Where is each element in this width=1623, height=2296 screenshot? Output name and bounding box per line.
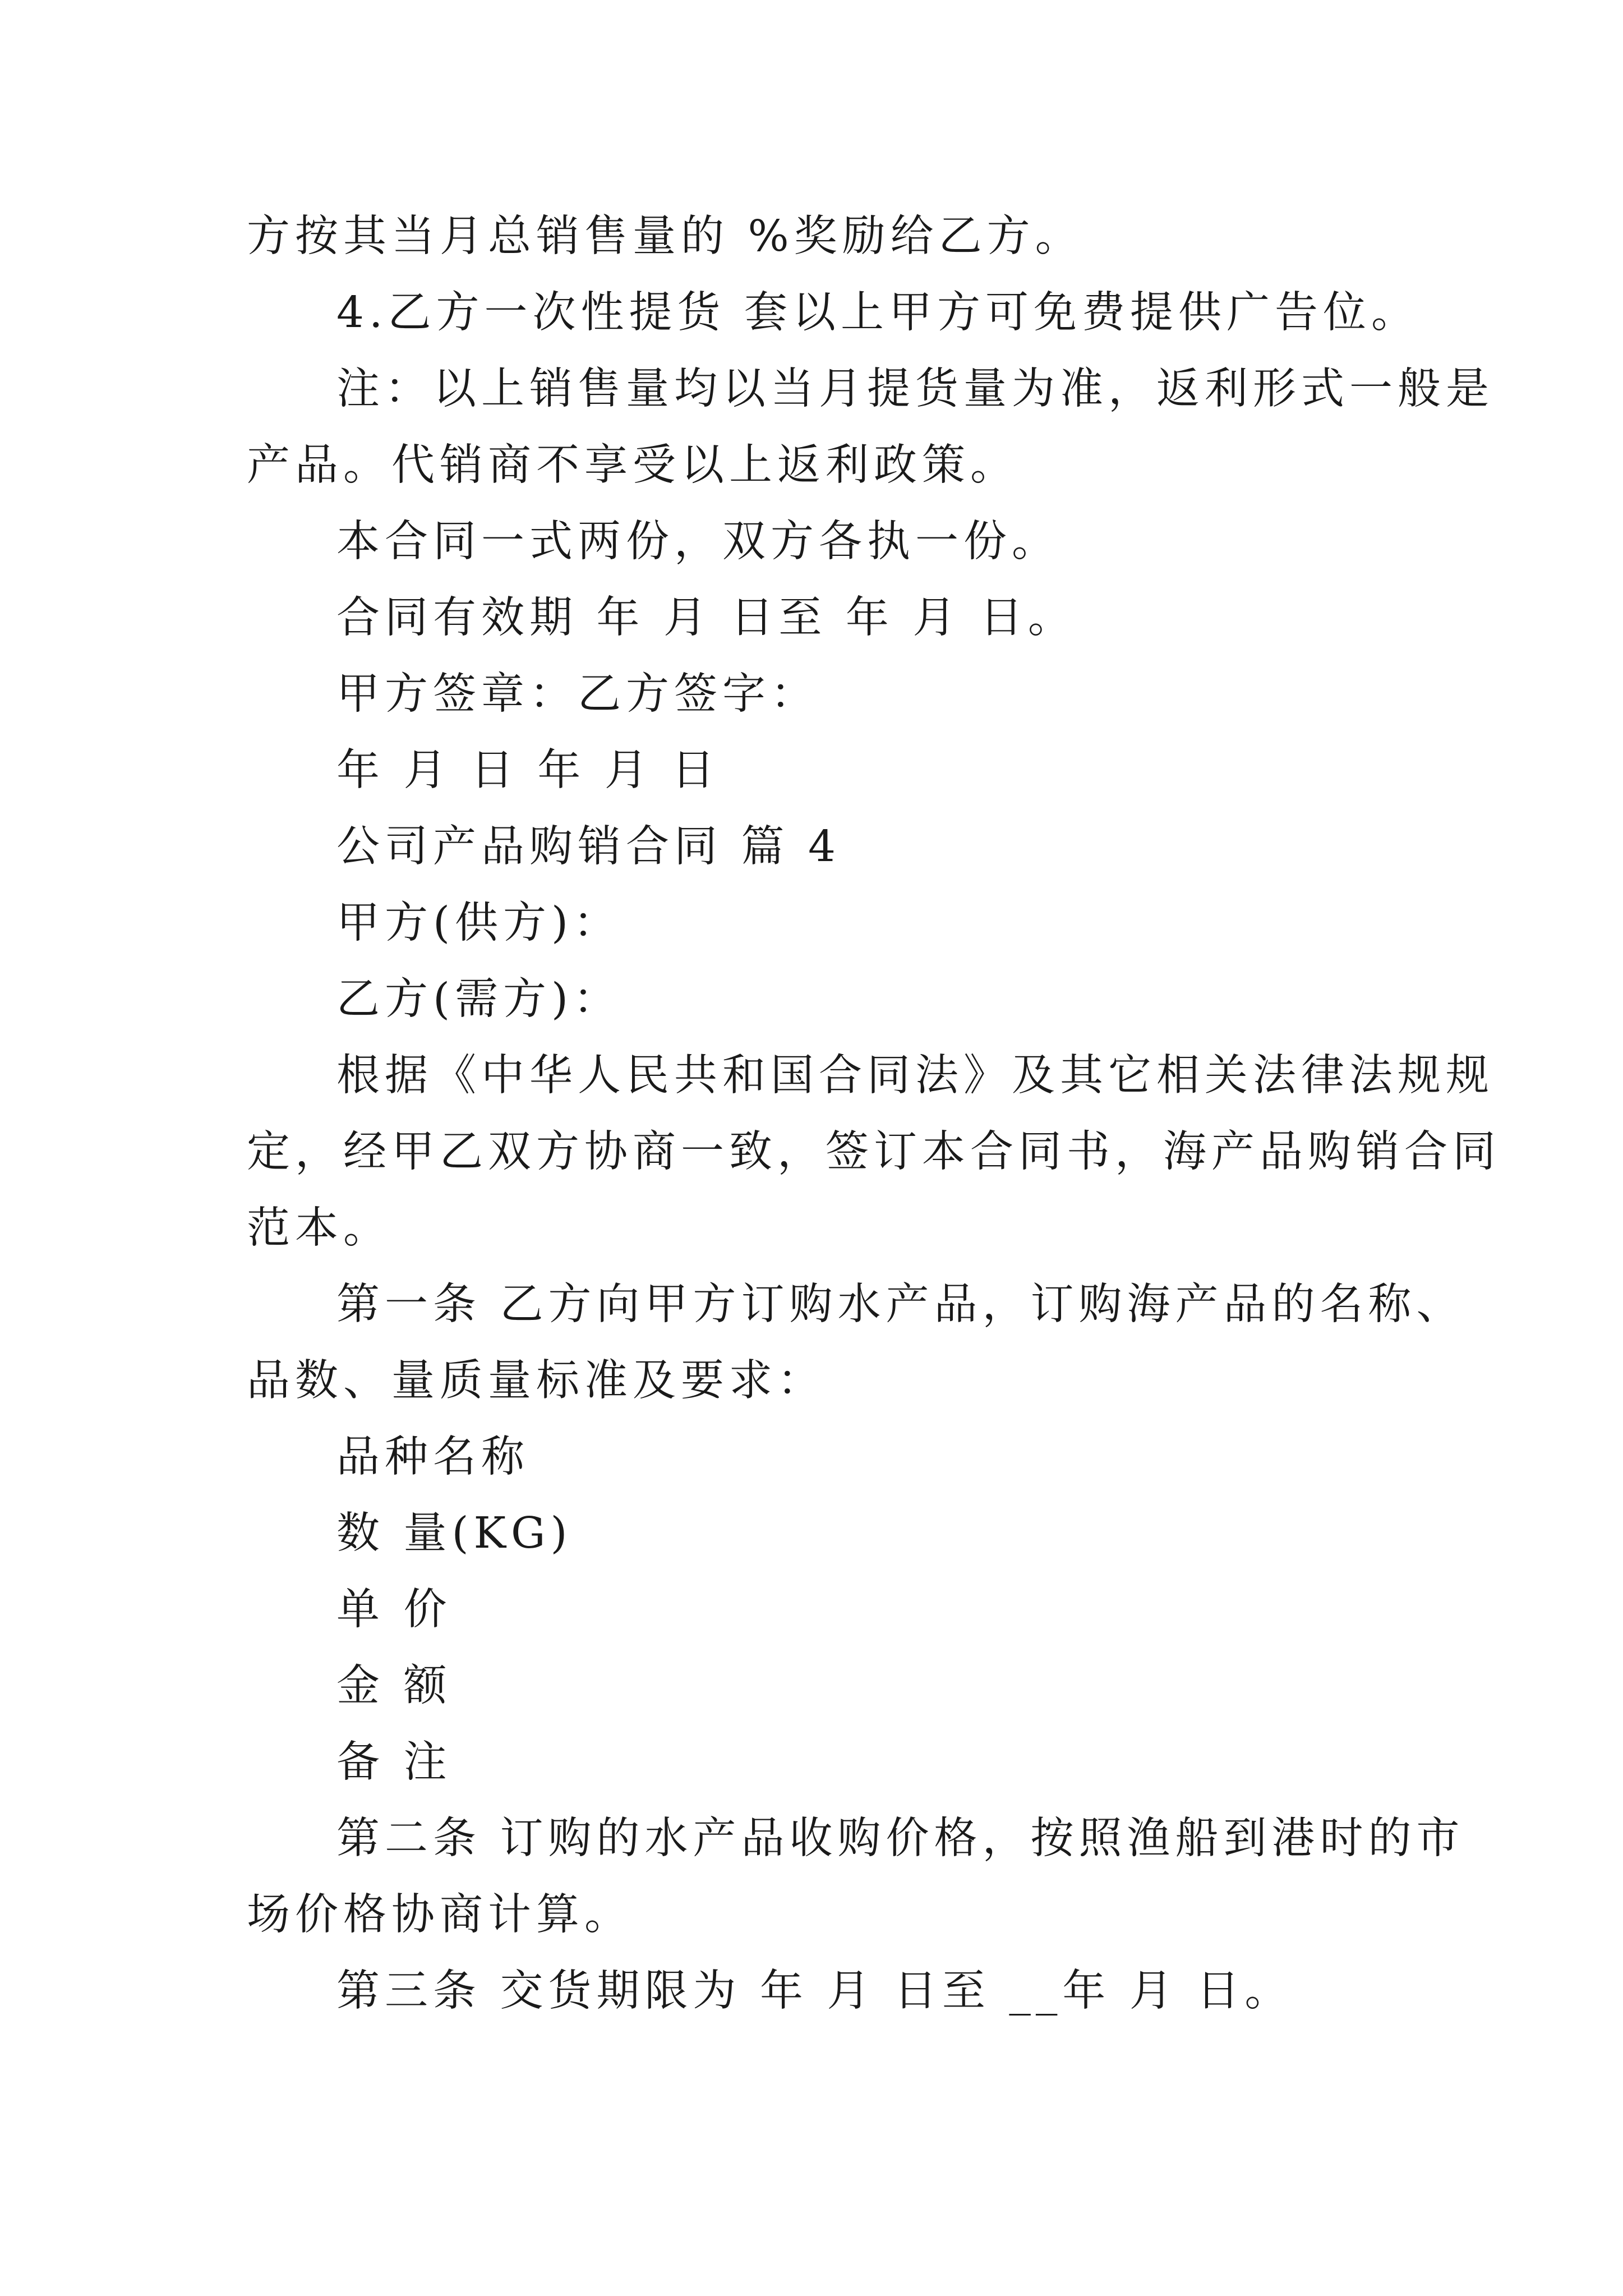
text-line-2: 4.乙方一次性提货 套以上甲方可免费提供广告位。 <box>336 288 1419 338</box>
text-line-3: 注：以上销售量均以当月提货量为准，返利形式一般是 <box>336 364 1494 414</box>
text-line-14: 范本。 <box>247 1203 391 1253</box>
text-line-16: 品数、量质量标准及要求： <box>247 1356 826 1406</box>
text-line-13: 定，经甲乙双方协商一致，签订本合同书，海产品购销合同 <box>247 1127 1501 1177</box>
text-line-19: 单 价 <box>336 1585 452 1635</box>
text-line-22: 第二条 订购的水产品收购价格，按照渔船到港时的市 <box>336 1814 1465 1864</box>
text-line-18: 数 量(KG) <box>336 1508 573 1558</box>
text-line-17: 品种名称 <box>336 1432 529 1482</box>
text-line-12: 根据《中华人民共和国合同法》及其它相关法律法规规 <box>336 1051 1494 1101</box>
text-line-6: 合同有效期 年 月 日至 年 月 日。 <box>336 593 1076 643</box>
text-line-23: 场价格协商计算。 <box>247 1890 633 1940</box>
text-line-7: 甲方签章：乙方签字： <box>336 669 819 719</box>
text-line-15: 第一条 乙方向甲方订购水产品，订购海产品的名称、 <box>336 1280 1465 1329</box>
text-line-5: 本合同一式两份，双方各执一份。 <box>336 517 1060 567</box>
text-line-8: 年 月 日 年 月 日 <box>336 746 720 795</box>
text-line-24: 第三条 交货期限为 年 月 日至 __年 月 日。 <box>336 1966 1293 2016</box>
section-heading: 公司产品购销合同 篇 4 <box>336 822 841 872</box>
text-line-20: 金 额 <box>336 1661 452 1711</box>
text-line-11: 乙方(需方)： <box>336 974 622 1024</box>
text-line-4: 产品。代销商不享受以上返利政策。 <box>247 440 1018 490</box>
text-line-1: 方按其当月总销售量的 %奖励给乙方。 <box>247 211 1083 261</box>
text-line-10: 甲方(供方)： <box>336 898 622 948</box>
text-line-21: 备 注 <box>336 1737 452 1787</box>
